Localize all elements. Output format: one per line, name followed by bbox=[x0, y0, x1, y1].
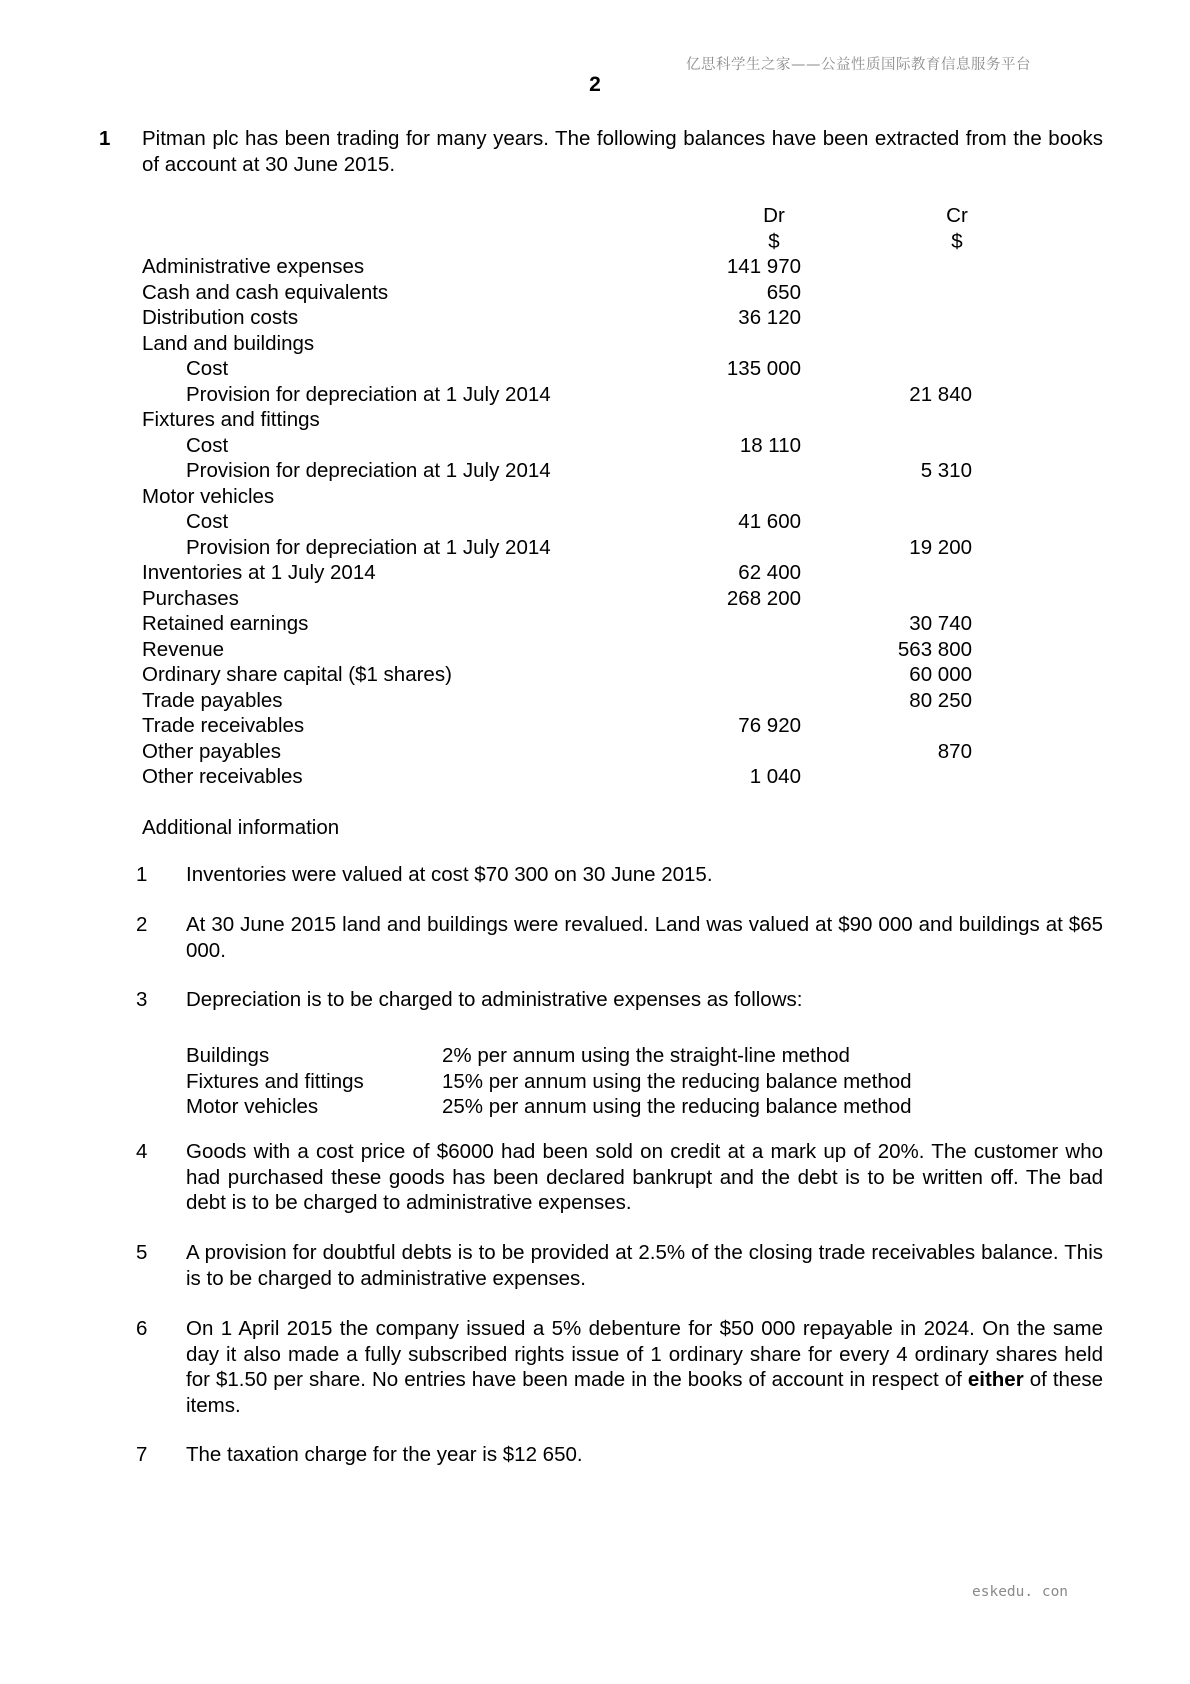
trial-balance-row bbox=[142, 713, 972, 739]
note-text-part: of these items. bbox=[186, 1368, 1104, 1417]
trial-balance bbox=[142, 203, 972, 790]
trial-balance-row bbox=[142, 509, 972, 535]
credit-amount: 563 800 bbox=[897, 637, 972, 661]
trial-balance-row bbox=[142, 331, 972, 357]
footer-watermark: eskedu. con bbox=[972, 1584, 1069, 1600]
credit-amount: 870 bbox=[937, 739, 972, 763]
trial-balance-row bbox=[142, 637, 972, 663]
credit-amount: 21 840 bbox=[909, 382, 972, 406]
account-label: Trade receivables bbox=[142, 714, 305, 737]
depreciation-row bbox=[186, 1043, 966, 1069]
account-label: Revenue bbox=[142, 637, 225, 661]
trial-balance-row bbox=[142, 688, 972, 714]
account-label: Motor vehicles bbox=[142, 484, 275, 508]
trial-balance-row bbox=[142, 458, 972, 484]
note-number: 4 bbox=[136, 1140, 148, 1163]
credit-amount: 80 250 bbox=[909, 688, 972, 712]
account-label: Fixtures and fittings bbox=[142, 408, 320, 431]
depreciation-method: 2% per annum using the straight-line method bbox=[442, 1044, 850, 1067]
account-label: Inventories at 1 July 2014 bbox=[142, 561, 376, 584]
note-number: 7 bbox=[136, 1443, 148, 1466]
depreciation-asset: Motor vehicles bbox=[186, 1095, 319, 1118]
trial-balance-row bbox=[142, 586, 972, 612]
credit-amount: 30 740 bbox=[909, 612, 972, 635]
depreciation-row bbox=[186, 1094, 966, 1120]
column-header-cr: Cr bbox=[946, 204, 968, 227]
debit-amount: 36 120 bbox=[738, 306, 801, 329]
trial-balance-row bbox=[142, 305, 972, 331]
account-label: Purchases bbox=[142, 586, 239, 610]
account-label: Other receivables bbox=[142, 765, 303, 788]
question-number: 1 bbox=[99, 127, 111, 150]
debit-amount: 76 920 bbox=[738, 714, 801, 737]
note-number: 5 bbox=[136, 1241, 148, 1264]
question-intro: Pitman plc has been trading for many years. The following balances have been extracted from the books of account at 30 June 2015. bbox=[142, 127, 1103, 176]
page-number: 2 bbox=[589, 73, 601, 96]
account-label: Provision for depreciation at 1 July 2014 bbox=[186, 535, 551, 559]
debit-amount: 135 000 bbox=[726, 357, 801, 380]
account-label: Cash and cash equivalents bbox=[142, 280, 389, 304]
debit-amount: 650 bbox=[766, 280, 801, 304]
header-watermark: 亿思科学生之家——公益性质国际教育信息服务平台 bbox=[686, 57, 1031, 73]
trial-balance-row bbox=[142, 560, 972, 586]
column-header-dr: Dr bbox=[763, 204, 785, 227]
depreciation-asset: Fixtures and fittings bbox=[186, 1069, 364, 1093]
depreciation-method: 15% per annum using the reducing balance method bbox=[442, 1069, 912, 1093]
trial-balance-row bbox=[142, 611, 972, 637]
depreciation-table bbox=[186, 1043, 966, 1120]
debit-amount: 18 110 bbox=[739, 433, 801, 457]
note-text bbox=[186, 1316, 1103, 1418]
note-number: 2 bbox=[136, 913, 148, 936]
trial-balance-row bbox=[142, 407, 972, 433]
account-label: Cost bbox=[186, 357, 229, 380]
note-text: A provision for doubtful debts is to be provided at 2.5% of the closing trade receivables balance. This is to be charged to administrative expenses. bbox=[186, 1241, 1103, 1290]
trial-balance-row bbox=[142, 382, 972, 408]
trial-balance-row bbox=[142, 280, 972, 306]
unit-cr: $ bbox=[951, 229, 963, 253]
account-label: Other payables bbox=[142, 739, 282, 763]
debit-amount: 141 970 bbox=[726, 255, 801, 278]
note-number: 6 bbox=[136, 1317, 148, 1340]
credit-amount: 19 200 bbox=[909, 535, 972, 559]
note-number: 1 bbox=[136, 863, 148, 886]
trial-balance-row bbox=[142, 662, 972, 688]
trial-balance-header bbox=[142, 203, 972, 229]
account-label: Administrative expenses bbox=[142, 255, 365, 278]
account-label: Cost bbox=[186, 510, 229, 533]
note-text-emphasis: either bbox=[967, 1368, 1024, 1391]
trial-balance-units bbox=[142, 229, 972, 255]
debit-amount: 62 400 bbox=[738, 561, 801, 584]
trial-balance-row bbox=[142, 535, 972, 561]
credit-amount: 60 000 bbox=[909, 663, 972, 686]
note-text: At 30 June 2015 land and buildings were revalued. Land was valued at $90 000 and buildings at $65 000. bbox=[186, 913, 1103, 962]
credit-amount: 5 310 bbox=[920, 459, 972, 482]
trial-balance-row bbox=[142, 433, 972, 459]
unit-dr: $ bbox=[768, 229, 780, 253]
note-text: Depreciation is to be charged to administrative expenses as follows: bbox=[186, 988, 803, 1011]
account-label: Ordinary share capital ($1 shares) bbox=[142, 663, 452, 686]
trial-balance-row bbox=[142, 356, 972, 382]
trial-balance-row bbox=[142, 254, 972, 280]
account-label: Trade payables bbox=[142, 688, 283, 712]
trial-balance-row bbox=[142, 739, 972, 765]
debit-amount: 268 200 bbox=[726, 586, 801, 610]
account-label: Provision for depreciation at 1 July 2014 bbox=[186, 382, 551, 406]
trial-balance-row bbox=[142, 484, 972, 510]
account-label: Retained earnings bbox=[142, 612, 309, 635]
note-text-part: On 1 April 2015 the company issued a 5% debenture for $50 000 repayable in 2024. On the same day it also made a fully subscribed rights issue of 1 ordinary share for every 4 ordinary shares held for $1.50 per share. No entries have been made in the books of account in respect of bbox=[186, 1317, 1103, 1391]
depreciation-asset: Buildings bbox=[186, 1044, 270, 1067]
depreciation-method: 25% per annum using the reducing balance method bbox=[442, 1095, 912, 1118]
additional-information-title: Additional information bbox=[142, 816, 340, 839]
trial-balance-row bbox=[142, 764, 972, 790]
note-text: Inventories were valued at cost $70 300 on 30 June 2015. bbox=[186, 863, 713, 886]
debit-amount: 1 040 bbox=[749, 765, 801, 788]
note-text: Goods with a cost price of $6000 had been sold on credit at a mark up of 20%. The customer who had purchased these goods has been declared bankrupt and the debt is to be written off. The bad debt is to be charged to administrative expenses. bbox=[186, 1140, 1103, 1214]
account-label: Cost bbox=[186, 433, 229, 457]
account-label: Provision for depreciation at 1 July 2014 bbox=[186, 459, 551, 482]
account-label: Land and buildings bbox=[142, 331, 315, 355]
account-label: Distribution costs bbox=[142, 306, 299, 329]
debit-amount: 41 600 bbox=[738, 510, 801, 533]
depreciation-row bbox=[186, 1069, 966, 1095]
note-text: The taxation charge for the year is $12 650. bbox=[186, 1443, 583, 1466]
note-number: 3 bbox=[136, 988, 148, 1011]
